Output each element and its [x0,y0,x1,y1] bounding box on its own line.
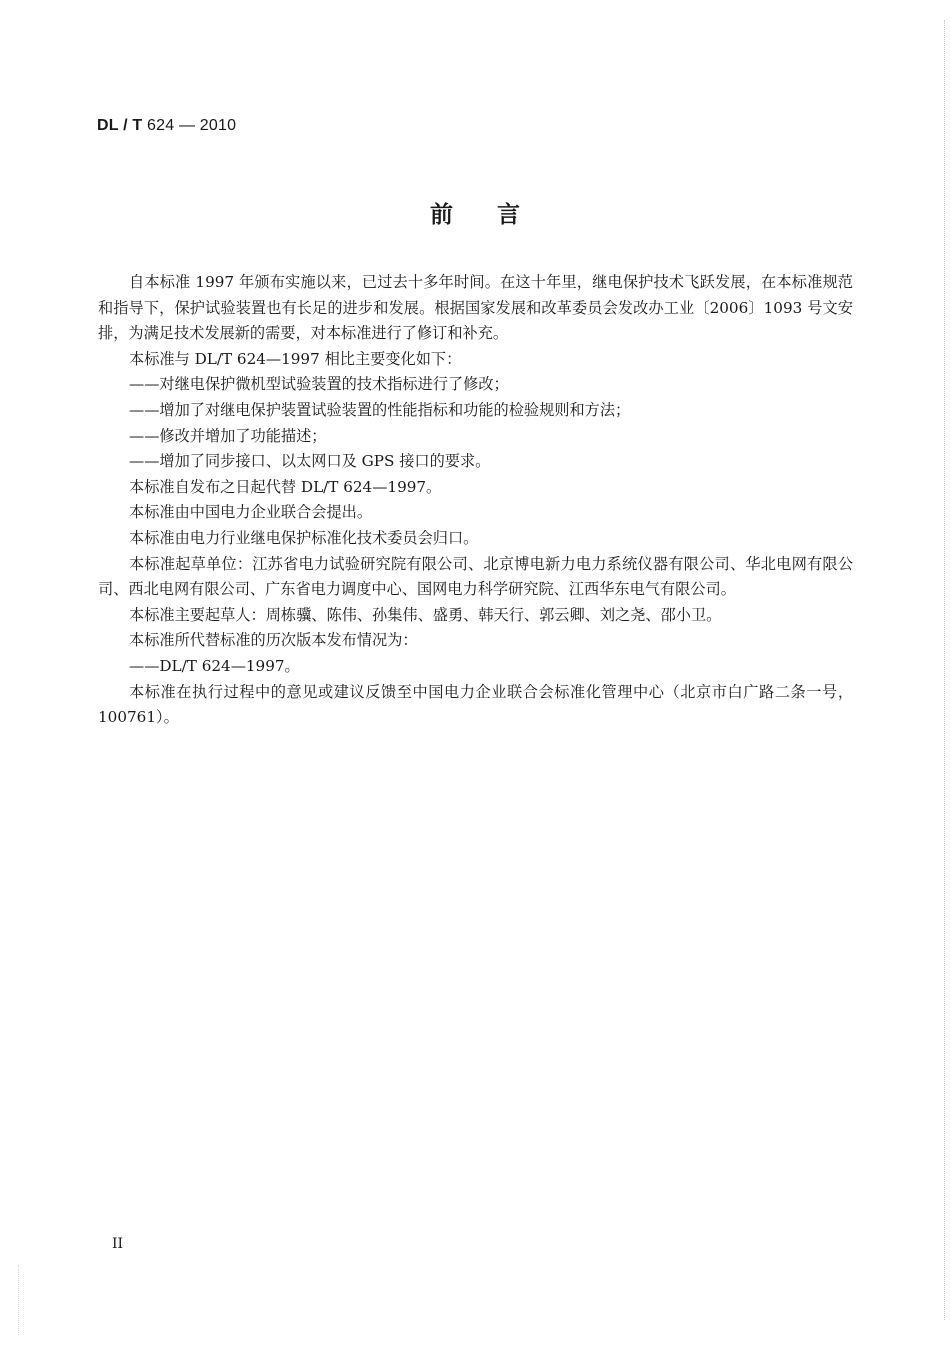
list-item: ——增加了同步接口、以太网口及 GPS 接口的要求。 [129,452,491,471]
list-item: ——对继电保护微机型试验装置的技术指标进行了修改； [129,375,509,394]
paragraph: 本标准主要起草人：周栋骥、陈伟、孙集伟、盛勇、韩天行、郭云卿、刘之尧、邵小卫。 [129,605,722,624]
foreword-body [98,270,853,731]
document-code [97,117,236,135]
list-item: ——增加了对继电保护装置试验装置的性能指标和功能的检验规则和方法； [129,400,631,419]
list-item: ——修改并增加了功能描述； [129,426,327,445]
document-code-number: 624 — 2010 [147,117,237,134]
paragraph: 本标准在执行过程中的意见或建议反馈至中国电力企业联合会标准化管理中心（北京市白广路二条一号，100761）。 [98,682,853,727]
page-number: II [112,1236,124,1252]
paragraph: 本标准起草单位：江苏省电力试验研究院有限公司、北京博电新力电力系统仪器有限公司、华北电网有限公司、西北电网有限公司、广东省电力调度中心、国网电力科学研究院、江西华东电气有限公司。 [98,554,853,599]
paragraph: 本标准与 DL/T 624—1997 相比主要变化如下： [129,349,462,368]
scan-edge-mark [18,1265,20,1335]
document-code-prefix: DL / T [97,117,143,134]
paragraph: 本标准自发布之日起代替 DL/T 624—1997。 [129,477,442,496]
paragraph: 本标准由电力行业继电保护标准化技术委员会归口。 [129,528,479,547]
paragraph: 本标准由中国电力企业联合会提出。 [129,503,372,522]
paragraph: 自本标准 1997 年颁布实施以来，已过去十多年时间。在这十年里，继电保护技术飞跃发展，在本标准规范和指导下，保护试验装置也有长足的进步和发展。根据国家发展和改革委员会发改办工业〔2006〕1093 号文安排，为满足技术发展新的需要，对本标准进行了修订和补充。 [98,273,853,343]
paragraph: 本标准所代替标准的历次版本发布情况为： [129,631,418,650]
list-item: ——DL/T 624—1997。 [129,656,300,675]
page-title: 前言 [430,202,564,228]
